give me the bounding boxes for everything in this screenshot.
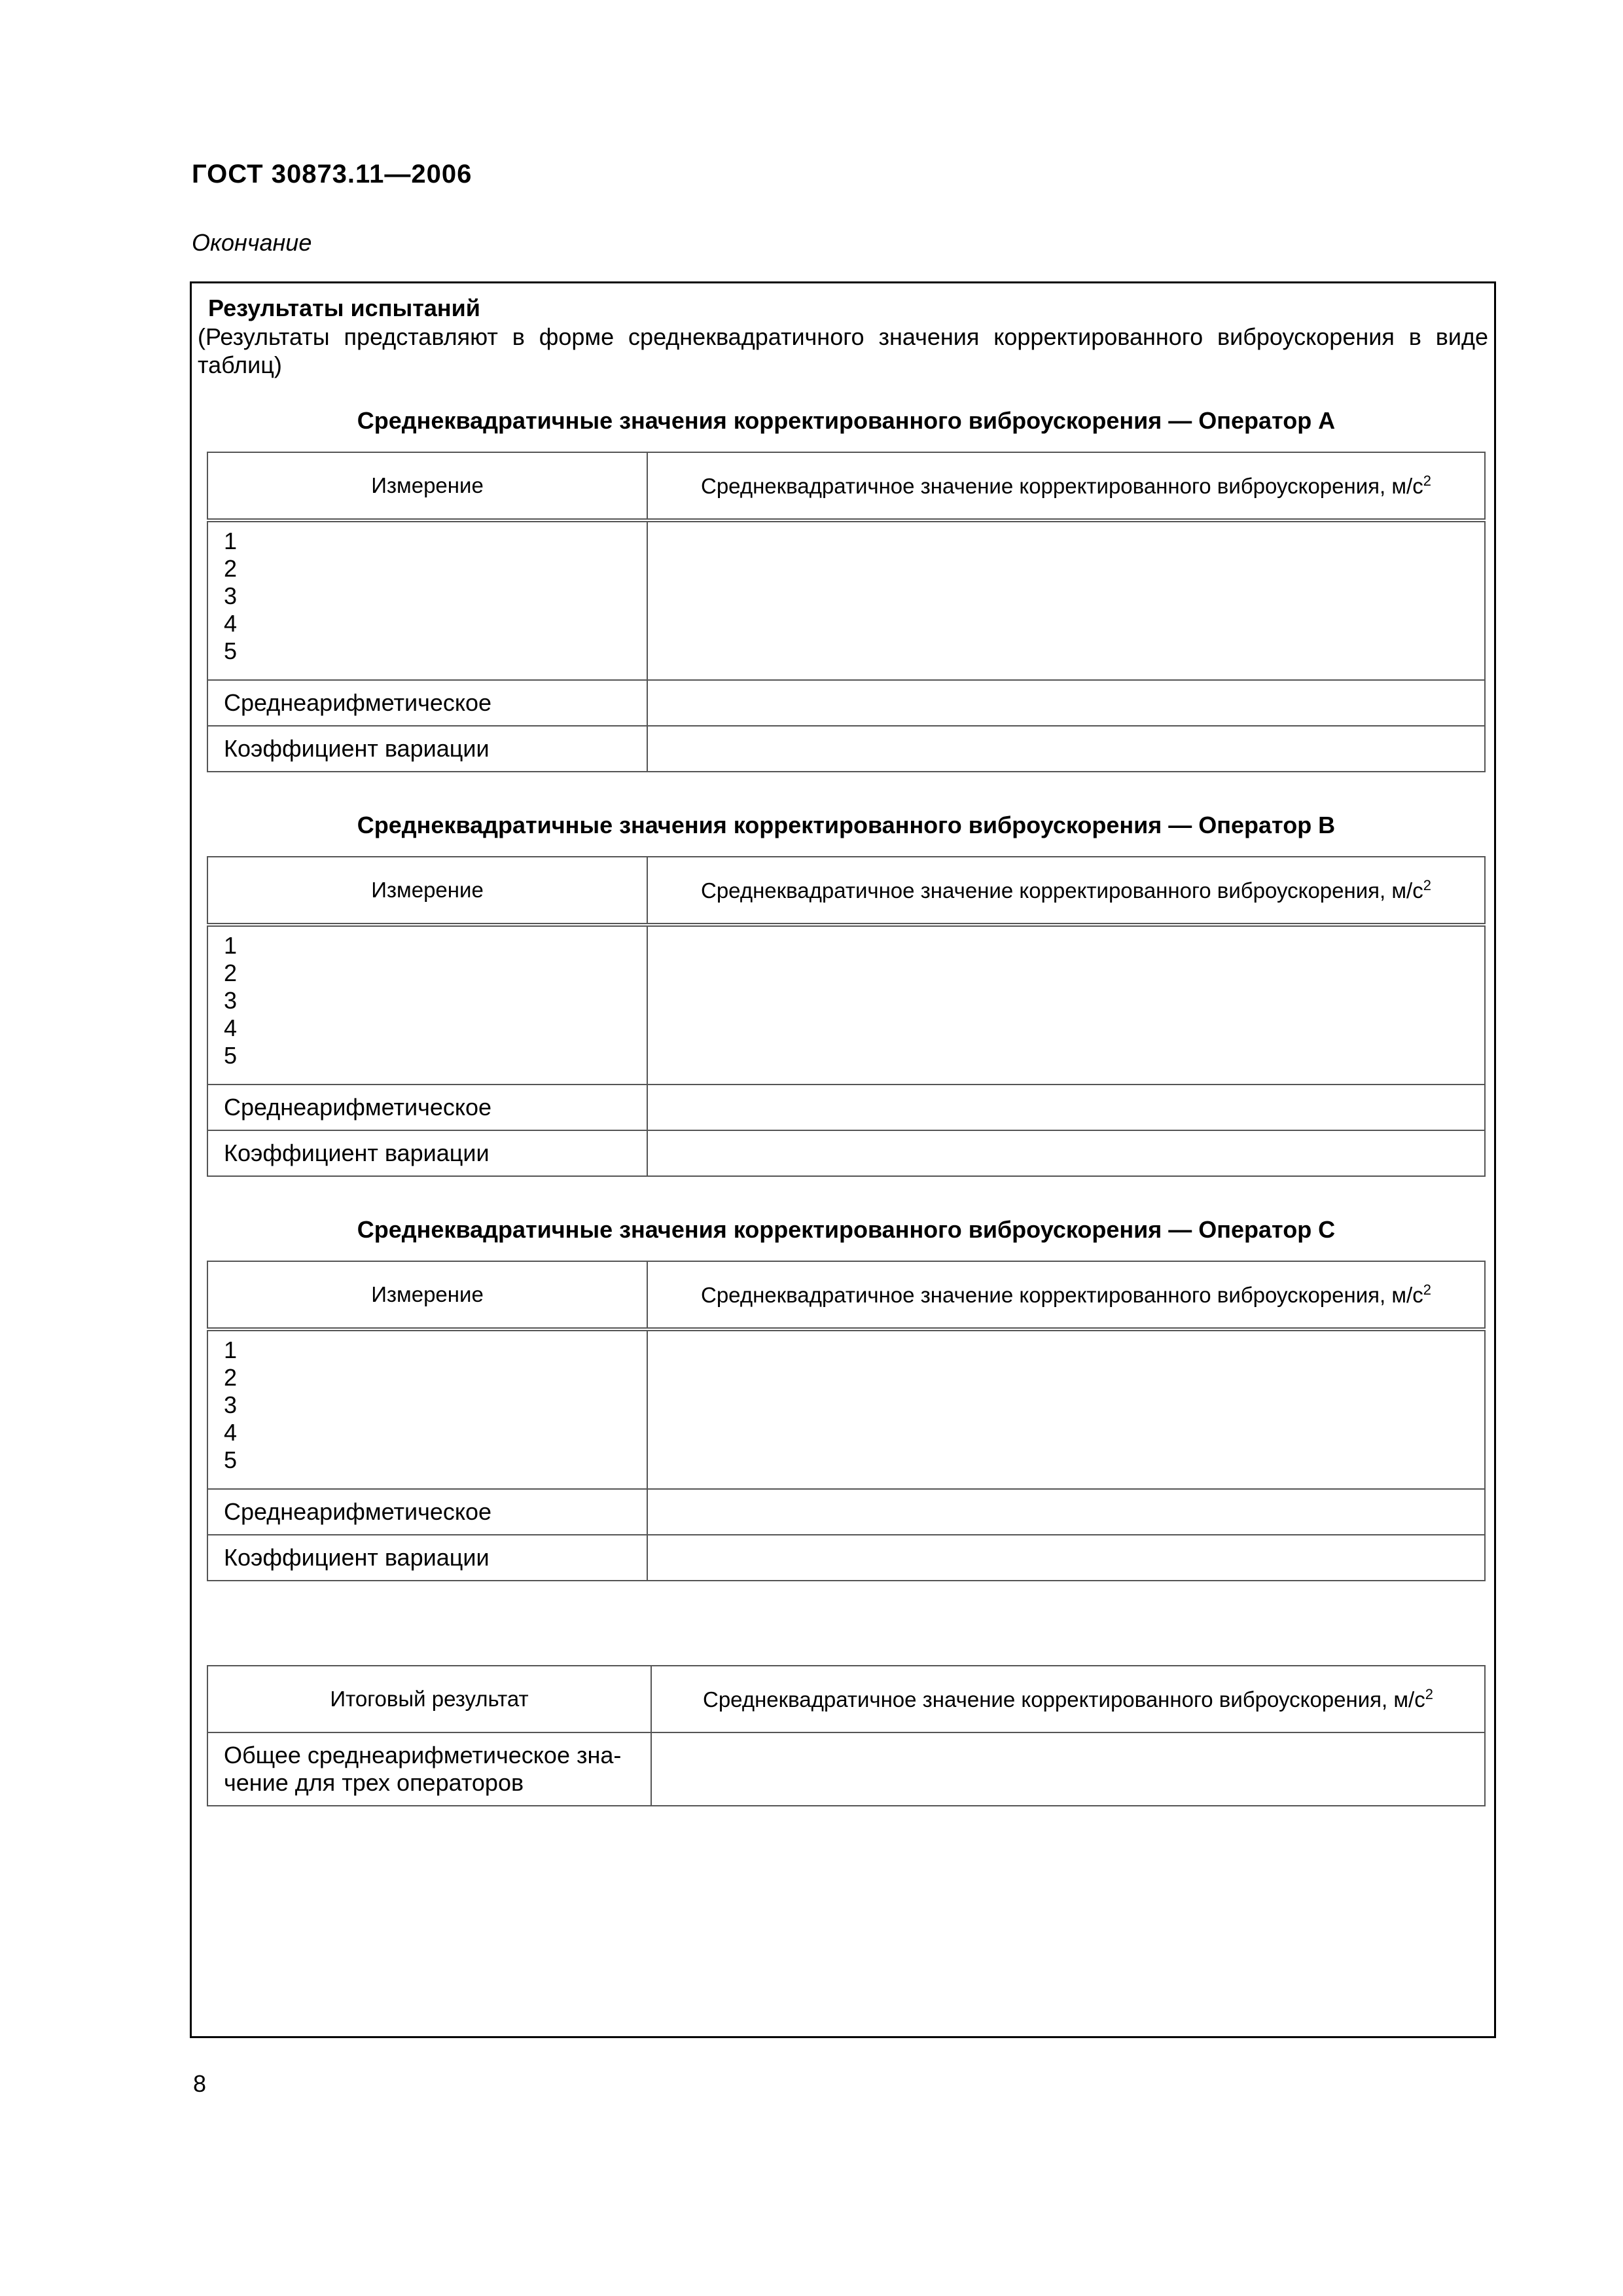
row-label-mean: Среднеарифметическое <box>207 680 647 726</box>
row-label-cv: Коэффициент вариации <box>207 726 647 772</box>
column-header-rms-value <box>647 452 1485 520</box>
measurement-3: 3 <box>224 987 238 1014</box>
value-cell-cv[interactable] <box>647 726 1485 772</box>
column-header-final-result: Итоговый результат <box>207 1666 651 1732</box>
measurement-4: 4 <box>224 1419 238 1446</box>
row-label-mean: Среднеарифметическое <box>207 1085 647 1130</box>
column-header-text: Среднеквадратичное значение корректированного виброускорения, м/с <box>701 474 1423 498</box>
value-cell-cv[interactable] <box>647 1130 1485 1176</box>
row-label-mean: Среднеарифметическое <box>207 1489 647 1535</box>
measurement-4: 4 <box>224 1014 238 1041</box>
measurement-numbers <box>207 1329 647 1489</box>
value-cell-overall-mean[interactable] <box>651 1732 1485 1806</box>
table-row-overall-mean <box>207 1732 1485 1806</box>
table-header-row <box>207 1261 1485 1329</box>
measurement-5: 5 <box>224 1446 238 1473</box>
table-caption-operator-a: Среднеквадратичные значения корректированного виброускорения — Оператор A <box>357 407 1336 434</box>
column-header-measurement: Измерение <box>207 452 647 520</box>
page-number: 8 <box>193 2070 207 2097</box>
table-operator-a <box>207 452 1486 772</box>
table-operator-b <box>207 856 1486 1177</box>
value-cell-mean[interactable] <box>647 680 1485 726</box>
table-operator-c <box>207 1261 1486 1581</box>
unit-exponent: 2 <box>1425 1686 1433 1702</box>
value-cell-measurements[interactable] <box>647 1329 1485 1489</box>
table-row-cv <box>207 1535 1485 1581</box>
value-cell-measurements[interactable] <box>647 520 1485 680</box>
unit-exponent: 2 <box>1423 473 1431 489</box>
table-row-mean <box>207 1489 1485 1535</box>
measurement-numbers <box>207 925 647 1085</box>
table-caption-operator-b: Среднеквадратичные значения корректированного виброускорения — Оператор B <box>357 812 1336 838</box>
document-code: ГОСТ 30873.11—2006 <box>192 160 473 188</box>
column-header-text: Среднеквадратичное значение корректированного виброускорения, м/с <box>701 1283 1423 1307</box>
measurement-1: 1 <box>224 932 238 959</box>
table-row-mean <box>207 680 1485 726</box>
unit-exponent: 2 <box>1423 1282 1431 1298</box>
continuation-label: Окончание <box>192 229 312 256</box>
value-cell-mean[interactable] <box>647 1489 1485 1535</box>
table-row-cv <box>207 1130 1485 1176</box>
column-header-rms-value <box>647 1261 1485 1329</box>
table-header-row <box>207 857 1485 925</box>
table-row-mean <box>207 1085 1485 1130</box>
table-header-row <box>207 1666 1485 1732</box>
column-header-measurement: Измерение <box>207 1261 647 1329</box>
column-header-rms-value <box>651 1666 1485 1732</box>
measurement-3: 3 <box>224 1391 238 1418</box>
value-cell-mean[interactable] <box>647 1085 1485 1130</box>
table-row-measurements <box>207 1329 1485 1489</box>
table-caption-operator-c: Среднеквадратичные значения корректированного виброускорения — Оператор C <box>357 1216 1336 1243</box>
value-cell-measurements[interactable] <box>647 925 1485 1085</box>
row-label-line-1: Общее среднеарифметическое зна- <box>224 1742 622 1768</box>
table-row-measurements <box>207 520 1485 680</box>
column-header-rms-value <box>647 857 1485 925</box>
table-row-measurements <box>207 925 1485 1085</box>
measurement-numbers <box>207 520 647 680</box>
row-label-overall-mean <box>207 1732 651 1806</box>
column-header-measurement: Измерение <box>207 857 647 925</box>
table-row-cv <box>207 726 1485 772</box>
measurement-2: 2 <box>224 1364 238 1391</box>
row-label-line-2: чение для трех операторов <box>224 1769 524 1796</box>
measurement-3: 3 <box>224 583 238 609</box>
table-header-row <box>207 452 1485 520</box>
row-label-cv: Коэффициент вариации <box>207 1130 647 1176</box>
unit-exponent: 2 <box>1423 877 1431 893</box>
value-cell-cv[interactable] <box>647 1535 1485 1581</box>
column-header-text: Среднеквадратичное значение корректированного виброускорения, м/с <box>701 878 1423 903</box>
column-header-text: Среднеквадратичное значение корректированного виброускорения, м/с <box>703 1687 1425 1712</box>
measurement-4: 4 <box>224 610 238 637</box>
measurement-5: 5 <box>224 1042 238 1069</box>
measurement-2: 2 <box>224 960 238 986</box>
table-final-result <box>207 1665 1486 1806</box>
measurement-2: 2 <box>224 555 238 582</box>
measurement-1: 1 <box>224 528 238 554</box>
measurement-5: 5 <box>224 637 238 664</box>
results-note: (Результаты представляют в форме среднеквадратичного значения корректированного виброускорения в виде таблиц) <box>198 323 1488 378</box>
results-title: Результаты испытаний <box>208 295 480 321</box>
measurement-1: 1 <box>224 1336 238 1363</box>
row-label-cv: Коэффициент вариации <box>207 1535 647 1581</box>
